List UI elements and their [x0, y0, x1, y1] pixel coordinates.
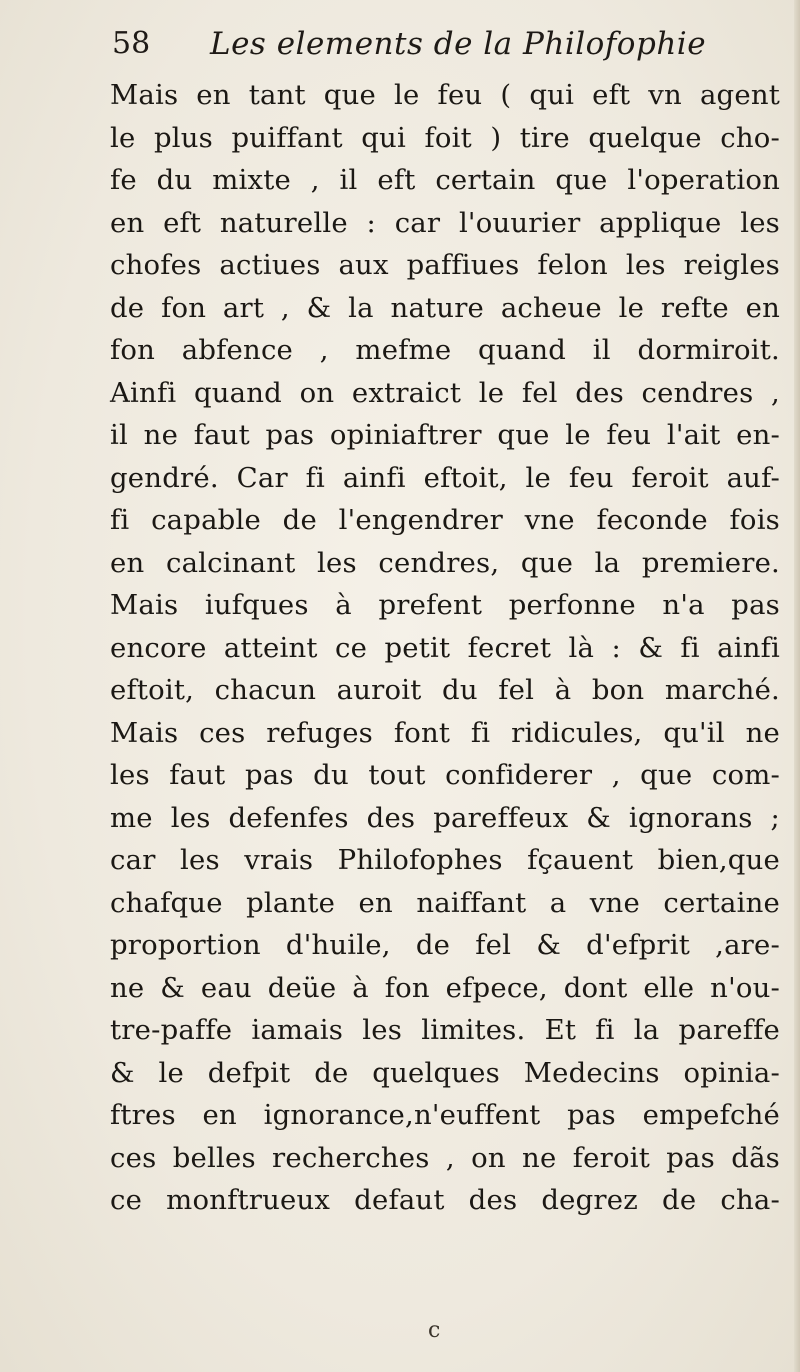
text-line: ces belles recherches , on ne feroit pas dãs [110, 1141, 780, 1174]
text-line: chofes actiues aux paffiues felon les reigles [110, 249, 780, 281]
text-line: proportion d'huile, de fel & d'efprit ,are- [110, 929, 780, 961]
text-line: le plus puiffant qui foit ) tire quelque cho- [110, 121, 780, 154]
running-title: Les elements de la Philofophie [210, 26, 707, 62]
text-line: Mais ces refuges font fi ridicules, qu'il ne [110, 716, 780, 749]
running-head [112, 16, 772, 68]
text-line: ce monftrueux defaut des degrez de cha- [110, 1184, 780, 1216]
text-line: chafque plante en naiffant a vne certaine [110, 886, 780, 919]
text-line: gendré. Car fi ainfi eftoit, le feu feroit auf- [110, 461, 780, 494]
text-line: car les vrais Philofophes fçauent bien,que [110, 844, 780, 876]
text-line: de fon art , & la nature acheue le refte en [110, 291, 780, 324]
text-line: me les defenfes des pareffeux & ignorans ; [110, 801, 780, 834]
text-line: les faut pas du tout confiderer , que com- [110, 759, 780, 791]
text-line: Ainfi quand on extraict le fel des cendres , [110, 376, 780, 409]
text-line: Mais iufques à prefent perfonne n'a pas [110, 589, 780, 621]
text-line: ftres en ignorance,n'euffent pas empefché [110, 1099, 780, 1131]
text-line: Mais en tant que le feu ( qui eft vn agent [110, 79, 780, 111]
body-text [110, 74, 780, 1222]
signature-mark: c [428, 1318, 441, 1343]
text-line: il ne faut pas opiniaftrer que le feu l'ait en- [110, 419, 780, 451]
text-line: en eft naturelle : car l'ouurier applique les [110, 206, 780, 239]
text-line: en calcinant les cendres, que la premiere. [110, 546, 780, 579]
text-line: fe du mixte , il eft certain que l'operation [110, 164, 780, 196]
text-line: encore atteint ce petit fecret là : & fi ainfi [110, 631, 780, 664]
text-line: ne & eau deüe à fon efpece, dont elle n'ou- [110, 971, 780, 1004]
text-line: fon abfence , mefme quand il dormiroit. [110, 334, 780, 366]
text-line: & le defpit de quelques Medecins opinia- [110, 1056, 780, 1089]
text-line: eftoit, chacun auroit du fel à bon marché. [110, 674, 780, 706]
text-line: tre-paffe iamais les limites. Et fi la pareffe [110, 1014, 780, 1046]
page-edge [794, 0, 800, 1372]
text-line: fi capable de l'engendrer vne feconde fois [110, 504, 780, 536]
page-number: 58 [112, 26, 151, 61]
